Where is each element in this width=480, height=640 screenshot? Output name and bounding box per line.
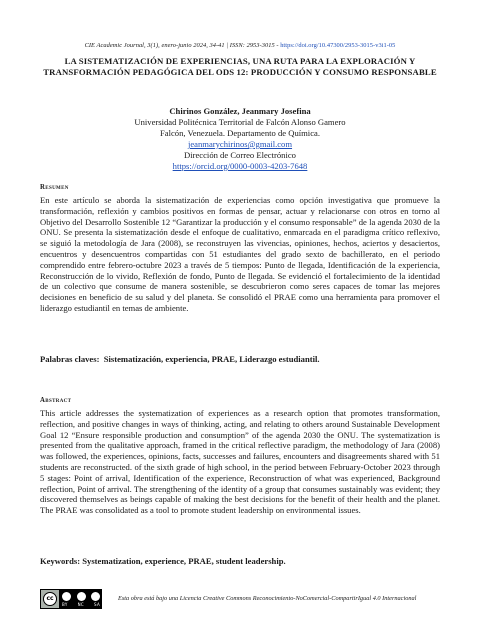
page-footer [40, 589, 440, 609]
keywords-label: Keywords: [40, 556, 81, 566]
resumen-heading: Resumen [40, 184, 69, 191]
affiliation-line-1: Universidad Politécnica Territorial de Falcón Alonso Gamero [134, 117, 346, 127]
sharealike-icon [91, 592, 100, 601]
doi-link[interactable]: https://doi.org/10.47300/2953-3015-v3i1-05 [280, 42, 396, 49]
creative-commons-badge[interactable] [40, 589, 102, 609]
journal-header [38, 42, 442, 49]
abstract-text: This article addresses the systematization of experiences as a research option that promotes transformation, reflection, and positive changes in ways of thinking, acting, and relating to others around Sustainable Development Goal 12 “Ensure responsible production and consumption” of the agenda 2030 the ONU. The systematization is presented from the qualitative approach, framed in the critical reflective paradigm, the methodology of Jara (2008) was followed, the experiences, opinions, facts, successes and failures, encounters and disagreements shared with 51 students are reconstructed. of the sixth grade of high school, in the period between February-October 2023 through 5 stages: Point of arrival, Identification of the experience, Reconstruction of what was experienced, Background reflection, Point of arrival. The strengthening of the identity of a group that consumes sustainably was evident; they discovered themselves as beings capable of making the best decisions for the benefit of their health and the planet. The PRAE was consolidated as a tool to promote student leadership on environmental issues. [40, 408, 440, 516]
cc-logo-icon: cc [43, 592, 57, 606]
keywords [40, 556, 440, 566]
palabras-claves-label: Palabras claves: [40, 354, 100, 364]
resumen-text: En este artículo se aborda la sistematización de experiencias como opción investigativa que promueve la transformación, reflexión y cambios positivos en formas de pensar, actuar y relacionarse con otros en torno al Objetivo del Desarrollo Sostenible 12 “Garantizar la producción y el consumo responsable” de la agenda 2030 de la ONU. Se presenta la sistematización desde el enfoque de cualitativo, enmarcada en el paradigma crítico reflexivo, se siguió la metodología de Jara (2008), se reconstruyen las vivencias, opiniones, hechos, aciertos y desaciertos, encuentros y desencuentros compartidas con 51 estudiantes del grado sexto de bachillerato, en el periodo comprendido entre febrero-octubre 2023 a través de 5 tiempos: Punto de llegada, Identificación de la experiencia, Reconstrucción de lo vivido, Reflexión de fondo, Punto de llegada. Se evidenció el fortalecimiento de la identidad de un colectivo que consume de manera sostenible, se descubrieron como seres capaces de tomar las mejores decisiones en beneficio de su salud y del planeta. Se consolidó el PRAE como una herramienta para promover el liderazgo estudiantil en temas de ambiente. [40, 195, 440, 313]
cc-term-sa: SA [94, 602, 100, 607]
author-email-link[interactable]: jeanmarychirinos@gmail.com [187, 139, 293, 149]
cc-term-nc: NC [77, 602, 84, 607]
palabras-claves [40, 354, 440, 364]
cc-term-by: BY [62, 602, 68, 607]
author-names: Chirinos González, Jeanmary Josefina [169, 106, 311, 116]
keywords-values: Systematization, experience, PRAE, student leadership. [82, 556, 286, 566]
license-text: Esta obra está bajo una Licencia Creative Commons Reconocimiento-NoComercial-CompartirIgual 4.0 Internacional [118, 595, 417, 602]
abstract-heading: Abstract [40, 397, 72, 404]
affiliation-line-2: Falcón, Venezuela. Departamento de Química. [160, 128, 320, 138]
paper-title: LA SISTEMATIZACIÓN DE EXPERIENCIAS, UNA RUTA PARA LA EXPLORACIÓN Y TRANSFORMACIÓN PEDAGÓGICA DEL ODS 12: PRODUCCIÓN Y CONSUMO RESPONSABLE [43, 56, 437, 77]
orcid-link[interactable]: https://orcid.org/0000-0003-4203-7648 [172, 161, 308, 171]
author-block [40, 106, 440, 172]
noncommercial-icon [77, 592, 86, 601]
citation-text: CIE Academic Journal, 3(1), enero-junio 2024, 34-41 | ISSN: 2953-3015 - [84, 42, 281, 49]
email-label: Dirección de Correo Electrónico [184, 150, 296, 160]
attribution-icon [62, 592, 71, 601]
palabras-claves-values: Sistematización, experiencia, PRAE, Liderazgo estudiantil. [103, 354, 320, 364]
